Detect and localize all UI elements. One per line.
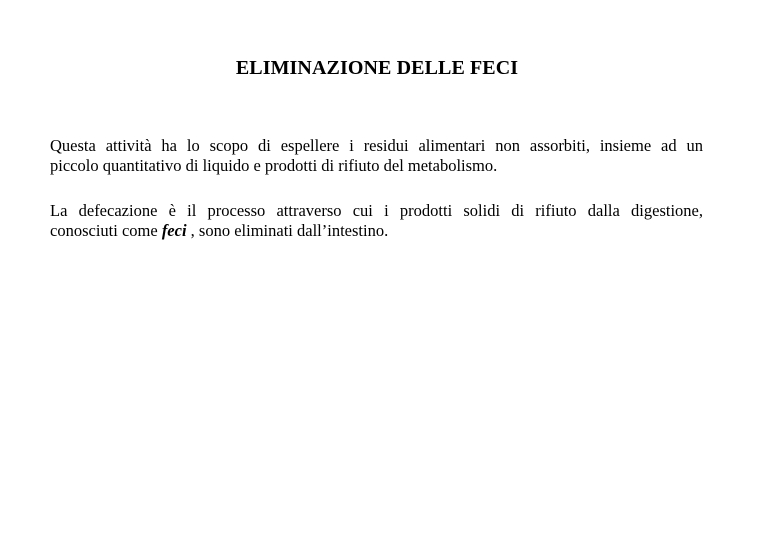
line-2-suffix-text: , sono eliminati dall’intestino. <box>186 221 389 240</box>
paragraph-defecation-line-2 <box>50 221 703 241</box>
paragraph-purpose-line-2: piccolo quantitativo di liquido e prodotti di rifiuto del metabolismo. <box>50 156 498 175</box>
paragraph-purpose-line-1: Questa attività ha lo scopo di espellere i residui alimentari non assorbiti, insieme ad un <box>50 136 703 155</box>
emphasized-term-feci: feci <box>161 221 187 240</box>
paragraph-defecation-line-1: La defecazione è il processo attraverso cui i prodotti solidi di rifiuto dalla digestione, <box>50 201 703 220</box>
paragraph-defecation <box>50 201 703 241</box>
page-title: ELIMINAZIONE DELLE FECI <box>235 57 519 79</box>
paragraph-purpose <box>50 136 703 176</box>
line-2-prefix-text: conosciuti come <box>50 221 162 240</box>
